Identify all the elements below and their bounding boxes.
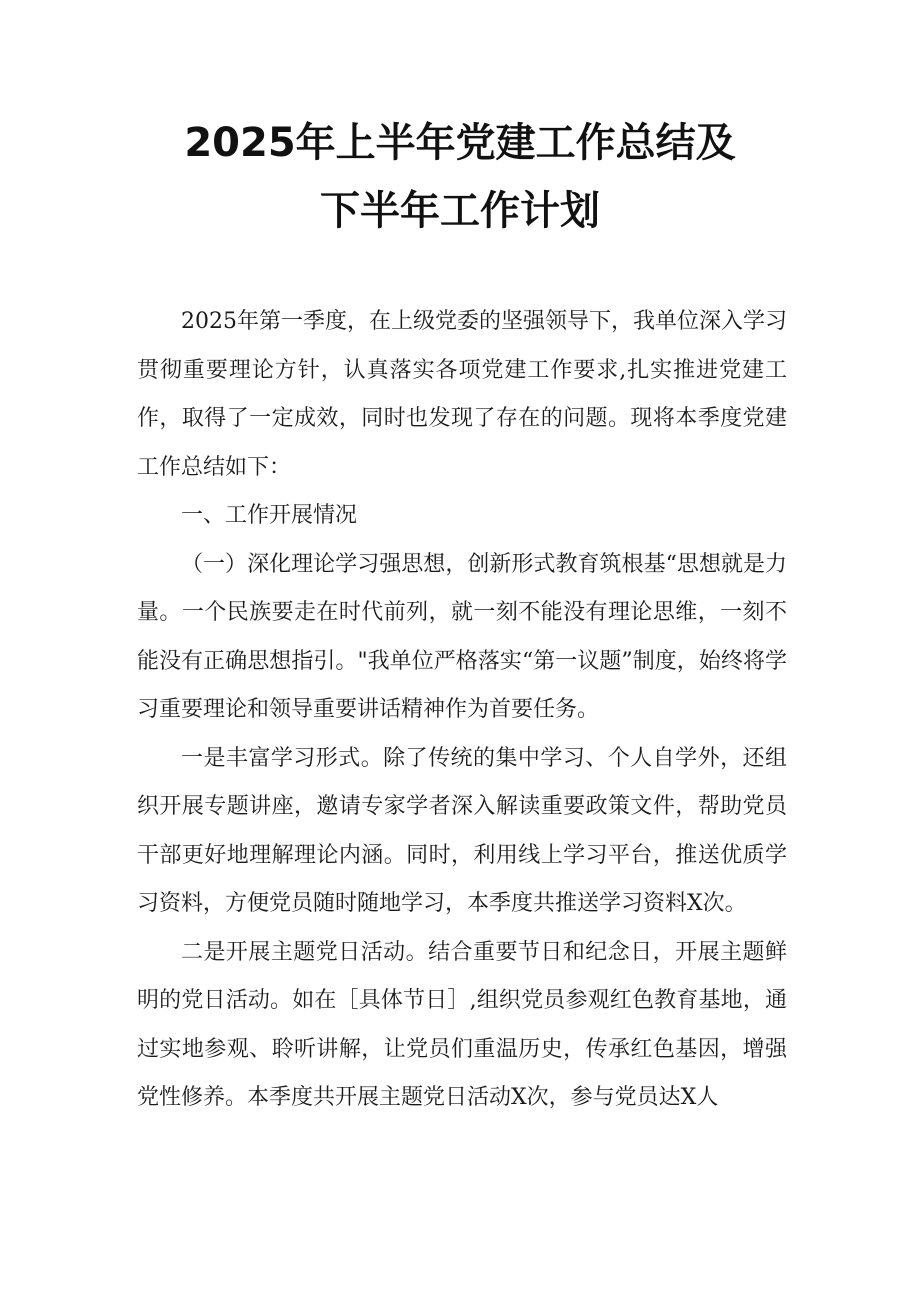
- document-body: [137, 298, 787, 1123]
- subsection-paragraph: （一）深化理论学习强思想，创新形式教育筑根基“思想就是力量。一个民族要走在时代前列，就一刻不能没有理论思维，一刻不能没有正确思想指引。"我单位严格落实“第一议题”制度，始终将学习重要理论和领导重要讲话精神作为首要任务。: [137, 551, 787, 722]
- body-paragraph: 二是开展主题党日活动。结合重要节日和纪念日，开展主题鲜明的党日活动。如在［具体节日］,组织党员参观红色教育基地，通过实地参观、聆听讲解，让党员们重温历史，传承红色基因，增强党性修养。本季度共开展主题党日活动X次，参与党员达X人: [137, 939, 787, 1110]
- document-title-line1: 2025年上半年党建工作总结及: [184, 120, 736, 166]
- intro-paragraph: 2025年第一季度，在上级党委的坚强领导下，我单位深入学习贯彻重要理论方针，认真落实各项党建工作要求,扎实推进党建工作，取得了一定成效，同时也发现了存在的问题。现将本季度党建工作总结如下：: [137, 309, 787, 480]
- body-paragraph: 一是丰富学习形式。除了传统的集中学习、个人自学外，还组织开展专题讲座，邀请专家学者深入解读重要政策文件，帮助党员干部更好地理解理论内涵。同时，利用线上学习平台，推送优质学习资料，方便党员随时随地学习，本季度共推送学习资料X次。: [137, 745, 787, 916]
- document-title-line2: 下半年工作计划: [320, 188, 600, 234]
- section-heading: 一、工作开展情况: [181, 503, 358, 528]
